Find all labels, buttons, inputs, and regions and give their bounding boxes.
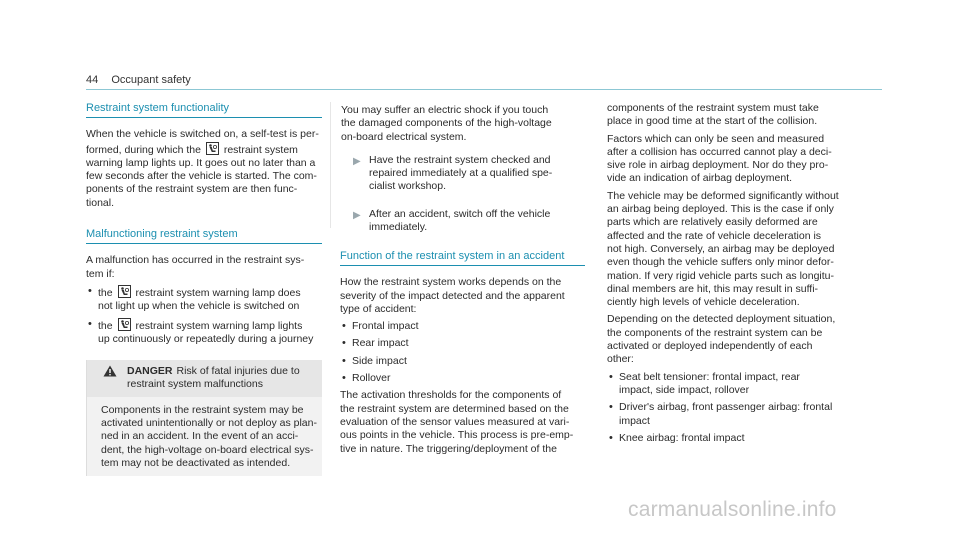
text-line: after a collision has occurred cannot play a deci- [607, 145, 832, 158]
text: Frontal impact [352, 320, 419, 333]
text-line: the components of the restraint system can be [607, 326, 823, 339]
text-line: sive role in airbag deployment. Nor do they pro- [607, 159, 829, 172]
text-line: ous points in the vehicle. This process is pre-emp- [340, 429, 574, 442]
list-item [86, 285, 322, 314]
text-line: After an accident, switch off the vehicle [369, 207, 551, 220]
paragraph [607, 102, 862, 129]
text: Rear impact [352, 337, 409, 350]
text-line-with-icon: formed, during which the restraint system [86, 143, 298, 156]
text-line: not high. Conversely, an airbag may be deployed [607, 242, 835, 255]
list-item [86, 318, 322, 347]
list-item [607, 371, 862, 398]
text-line: severity of the impact detected and the apparent [340, 289, 565, 302]
watermark: carmanualsonline.info [628, 498, 837, 521]
header-divider [86, 89, 882, 90]
bullet-icon: • [609, 401, 613, 414]
text: Rollover [352, 372, 391, 385]
text-line: place in good time at the start of the collision. [607, 115, 818, 128]
text-line: the restraint system are determined based on the [340, 402, 569, 415]
text-line: tem if: [86, 267, 115, 280]
functionality-paragraph [86, 128, 322, 210]
text-line: warning lamp lights up. It goes out no later than a [86, 156, 316, 169]
text-line: components of the restraint system must take [607, 102, 819, 114]
text: the [98, 319, 113, 332]
shock-warning [341, 104, 585, 144]
text-line: few seconds after the vehicle is started. The com- [86, 170, 317, 183]
text-line: ponents of the restraint system are then func- [86, 183, 298, 196]
danger-body [87, 397, 322, 476]
column-1 [86, 102, 322, 476]
text-line: ned in an accident. In the event of an acci- [101, 430, 299, 443]
text-line: activated or deployed independently of each [607, 340, 813, 353]
text-line: type of accident: [340, 302, 417, 315]
text-line: on-board electrical system. [341, 130, 467, 143]
function-paragraph [340, 276, 585, 316]
text-line: evaluation of the sensor values measured at vari- [340, 415, 570, 428]
page-header [86, 74, 191, 87]
bullet-icon: • [342, 354, 346, 367]
bullet-icon: • [342, 320, 346, 333]
text-line: Depending on the detected deployment situation, [607, 313, 836, 326]
paragraph [607, 190, 862, 310]
danger-label: DANGER [127, 365, 173, 378]
text-line: tional. [86, 196, 115, 209]
warning-triangle-icon [103, 365, 117, 381]
bullet-icon: • [342, 337, 346, 350]
text-line: dent, the high-voltage on-board electrical sys- [101, 443, 314, 456]
text-line: Seat belt tensioner: frontal impact, rear [619, 370, 800, 383]
bullet-icon: • [609, 431, 613, 444]
text-line: Knee airbag: frontal impact [619, 431, 745, 444]
text-line: cialist workshop. [369, 180, 447, 193]
text-line: You may suffer an electric shock if you touch [341, 104, 549, 116]
paragraph [607, 313, 862, 366]
danger-heading-text: Risk of fatal injuries due to [176, 365, 300, 378]
text-line: up continuously or repeatedly during a journey [98, 332, 314, 345]
text-line: impact [619, 414, 650, 427]
text-line: A malfunction has occurred in the restraint sys- [86, 254, 305, 267]
airbag-warning-icon [118, 285, 131, 298]
text-line: vide an indication of airbag deployment. [607, 172, 793, 185]
section-title-malfunction: Malfunctioning restraint system [86, 228, 322, 244]
text-line: tive in nature. The triggering/deployment of the [340, 442, 557, 455]
paragraph [607, 133, 862, 186]
tip-arrow-icon: ▶ [353, 209, 361, 221]
airbag-warning-icon [206, 142, 219, 155]
text-line: dinal members are hit, this may result in suffi- [607, 282, 819, 295]
text: Side impact [352, 354, 407, 367]
section-title-function: Function of the restraint system in an accident [340, 250, 585, 266]
text-line: Factors which can only be seen and measured [607, 132, 825, 145]
text-line: mation. If very rigid vehicle parts such as longitu- [607, 269, 835, 282]
text-line: not light up when the vehicle is switched on [98, 300, 300, 313]
tip-item [341, 208, 585, 235]
list-item [340, 355, 585, 368]
column-3 [607, 102, 862, 449]
text-line: repaired immediately at a qualified spe- [369, 167, 553, 180]
text: restraint system warning lamp lights [135, 319, 303, 332]
list-item [340, 320, 585, 333]
text-line: parts which are relatively easily deformed are [607, 216, 818, 229]
section-name: Occupant safety [111, 74, 191, 86]
bullet-icon: • [88, 284, 92, 297]
column-2 [340, 102, 585, 460]
bullet-icon: • [88, 317, 92, 330]
section-title-functionality: Restraint system functionality [86, 102, 322, 118]
list-item [607, 432, 862, 445]
text-line: an airbag being deployed. This is the case if only [607, 203, 834, 216]
text-line: The activation thresholds for the components of [340, 389, 562, 402]
danger-box [86, 360, 322, 476]
text-line: tem may not be deactivated as intended. [101, 456, 291, 469]
text-line: other: [607, 353, 634, 366]
bullet-icon: • [609, 370, 613, 383]
text-line: activated unintentionally or not deploy as plan- [101, 417, 317, 430]
danger-continuation [330, 102, 585, 234]
text-line: impact, side impact, rollover [619, 383, 750, 396]
text: the [98, 286, 113, 299]
text-line: The vehicle may be deformed significantly without [607, 189, 839, 202]
text-line: Driver's airbag, front passenger airbag: frontal [619, 401, 833, 414]
text-line: When the vehicle is switched on, a self-test is per- [86, 128, 319, 141]
threshold-paragraph [340, 389, 585, 455]
text: restraint system warning lamp does [135, 286, 301, 299]
text-line: Components in the restraint system may be [101, 403, 304, 416]
list-item [607, 401, 862, 428]
text-line: ciently high levels of vehicle deceleration. [607, 296, 800, 309]
text-line: the damaged components of the high-voltage [341, 117, 552, 130]
page-number: 44 [86, 74, 99, 86]
text-line: How the restraint system works depends on the [340, 276, 562, 289]
list-item [340, 372, 585, 385]
text-line: affected and the rate of vehicle deceleration is [607, 229, 822, 242]
text-line: immediately. [369, 221, 428, 234]
airbag-warning-icon [118, 318, 131, 331]
tip-arrow-icon: ▶ [353, 155, 361, 167]
danger-header [87, 360, 322, 397]
bullet-icon: • [342, 372, 346, 385]
malfunction-intro [86, 254, 322, 281]
danger-heading-text: restraint system malfunctions [127, 378, 263, 391]
text-line: even though the vehicle suffers only minor defor- [607, 256, 834, 269]
list-item [340, 337, 585, 350]
tip-item [341, 154, 585, 194]
text-line: Have the restraint system checked and [369, 153, 551, 166]
